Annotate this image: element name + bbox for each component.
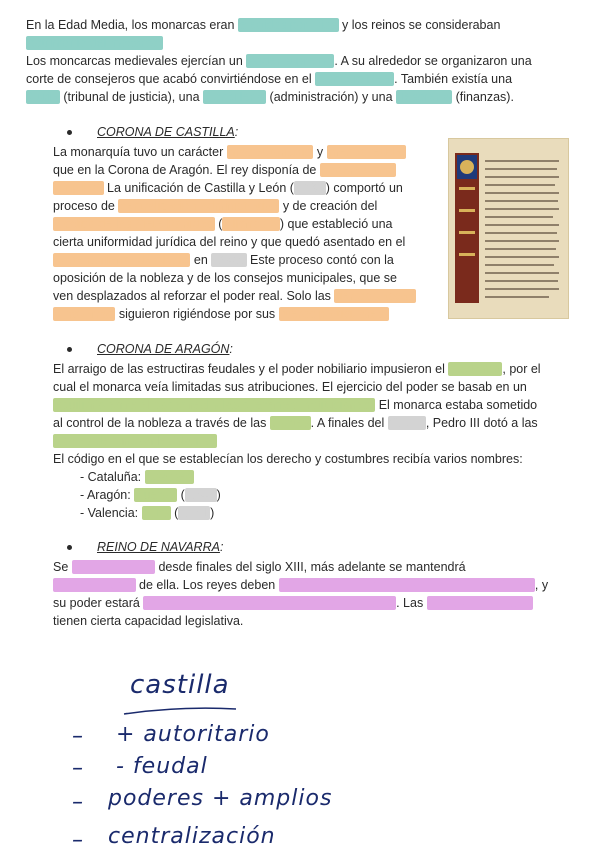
highlight: elegidos por Dios <box>239 18 337 32</box>
intro-line-1 <box>26 16 500 34</box>
highlight: Usatges <box>146 470 193 484</box>
text: - Valencia: <box>80 506 142 520</box>
text: su poder estará <box>53 596 144 610</box>
text: El arraigo de las estructiras feudales y el poder nobiliario impusieron el <box>53 362 449 376</box>
aragon-line-1 <box>53 360 541 378</box>
highlight: y navarras <box>55 307 114 321</box>
text: La unificación de Castilla y León ( <box>103 181 294 195</box>
castilla-line-4 <box>53 197 377 215</box>
highlight: 1261 <box>180 506 209 520</box>
highlight: más autoritario <box>228 145 312 159</box>
navarra-line-4 <box>53 612 243 630</box>
aragon-item-cataluna <box>80 468 194 486</box>
heading-text: CORONA DE CASTILLA <box>97 125 235 139</box>
heading-text: CORONA DE ARAGÓN <box>97 342 230 356</box>
highlight: amplios. <box>55 181 102 195</box>
bullet-castilla <box>67 130 72 135</box>
text: , por el <box>502 362 541 376</box>
castilla-line-1 <box>53 143 406 161</box>
manuscript-illustration <box>449 139 568 318</box>
highlight: 1247 <box>186 488 215 502</box>
intro-line-5 <box>26 88 514 106</box>
highlight: limitado por el poder de los señores feudales <box>145 596 395 610</box>
text: y <box>313 145 327 159</box>
highlight: Cortes de función legislativa. <box>55 434 215 448</box>
text: ( <box>170 506 179 520</box>
intro-line-2 <box>26 34 163 52</box>
handwritten-title: castilla <box>130 670 230 700</box>
text: . También existía una <box>394 72 513 86</box>
text: Se <box>53 560 72 574</box>
text: ven desplazados al reforzar el poder real. Solo las <box>53 289 335 303</box>
note-dash-3: – <box>72 790 84 815</box>
text: (tribunal de justicia), una <box>59 90 204 104</box>
aragon-line-5 <box>53 432 217 450</box>
manuscript-ornament <box>459 187 475 190</box>
castilla-line-9 <box>53 287 416 305</box>
text: El monarca estaba sometido <box>375 398 538 412</box>
handwritten-note-3: poderes + amplios <box>108 786 333 811</box>
bullet-aragon <box>67 347 72 352</box>
handwritten-note-1: + autoritario <box>116 722 270 747</box>
note-dash-2: – <box>72 756 84 781</box>
highlight: Fueros <box>136 488 176 502</box>
text: siguieron rigiéndose por sus <box>115 307 279 321</box>
handwritten-underline <box>120 700 240 720</box>
heading-castilla <box>97 125 238 139</box>
heading-colon: : <box>229 342 233 356</box>
text: Los moncarcas medievales ejercían un <box>26 54 247 68</box>
text: oposición de la nobleza y de los consejos municipales, que se <box>53 271 397 285</box>
aragon-line-6 <box>53 450 523 468</box>
highlight: pactismo <box>450 362 501 376</box>
text: ( <box>214 217 223 231</box>
text: (administración) y una <box>266 90 396 104</box>
castilla-line-8 <box>53 269 397 287</box>
text: . A su alrededor se organizaron una <box>334 54 532 68</box>
navarra-line-2 <box>53 576 548 594</box>
highlight: Código de las Siete Partidas <box>55 217 213 231</box>
text: cierta uniformidad jurídica del reino y que quedó asentado en el <box>53 235 406 249</box>
note-dash-4: – <box>72 828 84 853</box>
navarra-line-1 <box>53 558 466 576</box>
aragon-item-valencia <box>80 504 214 522</box>
castilla-line-7 <box>53 251 394 269</box>
text: corte de consejeros que acabó convirtiéndose en el <box>26 72 316 86</box>
text: . Las <box>396 596 427 610</box>
intro-line-3 <box>26 52 532 70</box>
highlight: Cortes <box>271 416 309 430</box>
text: En la Edad Media, los monarcas eran <box>26 18 238 32</box>
text: y los reinos se consideraban <box>338 18 501 32</box>
navarra-line-3 <box>53 594 533 612</box>
castilla-line-5 <box>53 215 392 233</box>
highlight: 1348. <box>213 253 245 267</box>
highlight: equilibrio entre el poder real y las diferentes instituciones. <box>55 398 374 412</box>
castilla-line-10 <box>53 305 389 323</box>
manuscript-ornament <box>459 209 475 212</box>
text: El código en el que se establecían los derecho y costumbres recibía varios nombres: <box>53 452 523 466</box>
highlight: Cortes de Navarra <box>428 596 531 610</box>
aragon-item-aragon <box>80 486 221 504</box>
manuscript-medallion <box>460 160 474 174</box>
highlight: menos feudal <box>328 145 404 159</box>
text: y de creación del <box>279 199 378 213</box>
text: de ella. Los reyes deben <box>135 578 279 592</box>
text: proceso de <box>53 199 119 213</box>
manuscript-ornament <box>459 231 475 234</box>
highlight: Curia <box>28 90 58 104</box>
handwritten-note-4: centralización <box>108 824 276 849</box>
highlight: poder supremo <box>248 54 333 68</box>
heading-navarra <box>97 540 223 554</box>
text: ) <box>210 506 215 520</box>
text: Este proceso contó con la <box>246 253 394 267</box>
text: ) que estableció una <box>279 217 393 231</box>
highlight: Consejo Real <box>317 72 393 86</box>
text: ( <box>177 488 185 502</box>
intro-line-4 <box>26 70 512 88</box>
note-dash-1: – <box>72 724 84 749</box>
highlight: Ordenamiento de Alcalá <box>55 253 189 267</box>
text: , Pedro III dotó a las <box>425 416 538 430</box>
text: ) <box>216 488 221 502</box>
highlight: Alfonso X <box>224 217 278 231</box>
manuscript-ornament <box>459 253 475 256</box>
text: . A finales del <box>310 416 388 430</box>
manuscript-text-lines <box>485 161 559 297</box>
aragon-line-4 <box>53 414 538 432</box>
text: (finanzas). <box>452 90 514 104</box>
heading-text: REINO DE NAVARRA <box>97 540 220 554</box>
castilla-line-6 <box>53 233 405 251</box>
castilla-line-3 <box>53 179 403 197</box>
heading-colon: : <box>234 125 239 139</box>
highlight: 1230 <box>295 181 324 195</box>
highlight: Tesorería <box>398 90 451 104</box>
highlight: Cancillería <box>205 90 265 104</box>
text: La monarquía tuvo un carácter <box>53 145 227 159</box>
text: desde finales del siglo XIII, más adelante se mantendrá <box>154 560 466 574</box>
highlight: unió a Francia <box>73 560 153 574</box>
text: - Cataluña: <box>80 470 145 484</box>
highlight: poderes más <box>321 163 395 177</box>
text: ) comportó un <box>325 181 403 195</box>
text: al control de la nobleza a través de las <box>53 416 270 430</box>
highlight: S. XIII <box>389 416 424 430</box>
manuscript-image <box>448 138 569 319</box>
highlight: Furs <box>143 506 169 520</box>
highlight: fueros particulares. <box>280 307 387 321</box>
highlight: tierras vascas <box>336 289 414 303</box>
highlight: patrimonio del mocarca. <box>28 36 162 50</box>
castilla-line-2 <box>53 161 396 179</box>
text: tienen cierta capacidad legislativa. <box>53 614 244 628</box>
highlight: centralización administrativa <box>120 199 278 213</box>
handwritten-note-2: - feudal <box>116 754 208 779</box>
highlight: respetar los fueros y colaborar con las Cortes <box>280 578 533 592</box>
aragon-line-3 <box>53 396 537 414</box>
text: , y <box>534 578 549 592</box>
text: - Aragón: <box>80 488 135 502</box>
text: en <box>190 253 212 267</box>
heading-aragon <box>97 342 233 356</box>
heading-colon: : <box>219 540 224 554</box>
highlight: independiente <box>55 578 134 592</box>
text: que en la Corona de Aragón. El rey disponía de <box>53 163 320 177</box>
text: cual el monarca veía limitadas sus atribuciones. El ejercicio del poder se basab en un <box>53 380 527 394</box>
aragon-line-2 <box>53 378 527 396</box>
bullet-navarra <box>67 545 72 550</box>
